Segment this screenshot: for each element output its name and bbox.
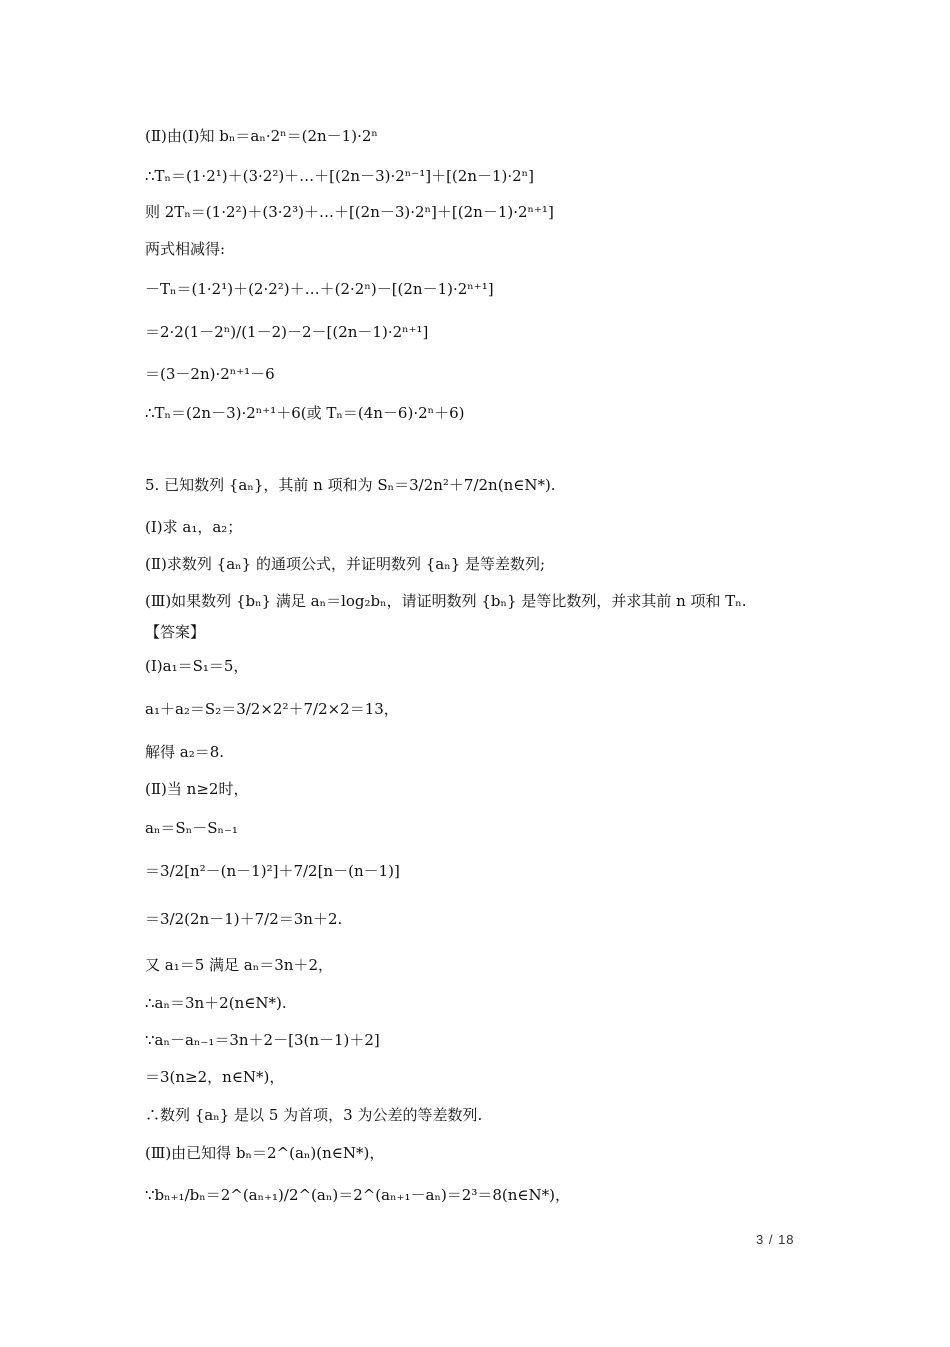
line-3: 两式相减得: (145, 240, 226, 258)
line-25: (Ⅲ)由已知得 bₙ＝2^(aₙ)(n∈N*)， (145, 1144, 385, 1162)
line-22: ∵aₙ－aₙ₋₁＝3n＋2－[3(n－1)＋2] (145, 1031, 380, 1049)
line-4: －Tₙ＝(1·2¹)＋(2·2²)＋…＋(2·2ⁿ)－[(2n－1)·2ⁿ⁺¹] (145, 280, 494, 298)
line-21: ∴aₙ＝3n＋2(n∈N*). (145, 994, 287, 1012)
page-number: 3 / 18 (756, 1232, 795, 1247)
line-14: a₁＋a₂＝S₂＝3/2×2²＋7/2×2＝13， (145, 700, 399, 718)
line-1: ∴Tₙ＝(1·2¹)＋(3·2²)＋…＋[(2n－3)·2ⁿ⁻¹]＋[(2n－1)·2ⁿ] (145, 167, 535, 185)
line-11: (Ⅲ)如果数列 {bₙ} 满足 aₙ＝log₂bₙ，请证明数列 {bₙ} 是等比数列，并求其前 n 项和 Tₙ. (145, 592, 747, 610)
line-13: (Ⅰ)a₁＝S₁＝5， (145, 657, 249, 675)
line-23: ＝3(n≥2，n∈N*)， (145, 1068, 285, 1086)
line-2: 则 2Tₙ＝(1·2²)＋(3·2³)＋…＋[(2n－3)·2ⁿ]＋[(2n－1)·2ⁿ⁺¹] (145, 203, 554, 221)
line-9: (Ⅰ)求 a₁，a₂； (145, 518, 243, 536)
line-24: ∴数列 {aₙ} 是以 5 为首项，3 为公差的等差数列. (145, 1106, 483, 1124)
line-12: 【答案】 (145, 623, 206, 641)
line-6: ＝(3－2n)·2ⁿ⁺¹－6 (145, 365, 275, 383)
line-16: (Ⅱ)当 n≥2时， (145, 780, 249, 798)
line-5: ＝2·2(1－2ⁿ)/(1－2)－2－[(2n－1)·2ⁿ⁺¹] (145, 323, 429, 341)
line-17: aₙ＝Sₙ－Sₙ₋₁ (145, 819, 238, 837)
line-10: (Ⅱ)求数列 {aₙ} 的通项公式，并证明数列 {aₙ} 是等差数列; (145, 555, 546, 573)
line-26: ∵bₙ₊₁/bₙ＝2^(aₙ₊₁)/2^(aₙ)＝2^(aₙ₊₁－aₙ)＝2³＝8(n∈N*)， (145, 1186, 570, 1204)
line-15: 解得 a₂＝8. (145, 743, 225, 761)
line-20: 又 a₁＝5 满足 aₙ＝3n＋2， (145, 956, 333, 974)
line-0: (Ⅱ)由(Ⅰ)知 bₙ＝aₙ·2ⁿ＝(2n－1)·2ⁿ (145, 127, 378, 145)
line-18: ＝3/2[n²－(n－1)²]＋7/2[n－(n－1)] (145, 862, 400, 880)
line-19: ＝3/2(2n－1)＋7/2＝3n＋2. (145, 910, 343, 928)
line-7: ∴Tₙ＝(2n－3)·2ⁿ⁺¹＋6(或 Tₙ＝(4n－6)·2ⁿ＋6) (145, 404, 465, 422)
line-8: 5. 已知数列 {aₙ}，其前 n 项和为 Sₙ＝3/2n²＋7/2n(n∈N*). (145, 476, 556, 494)
